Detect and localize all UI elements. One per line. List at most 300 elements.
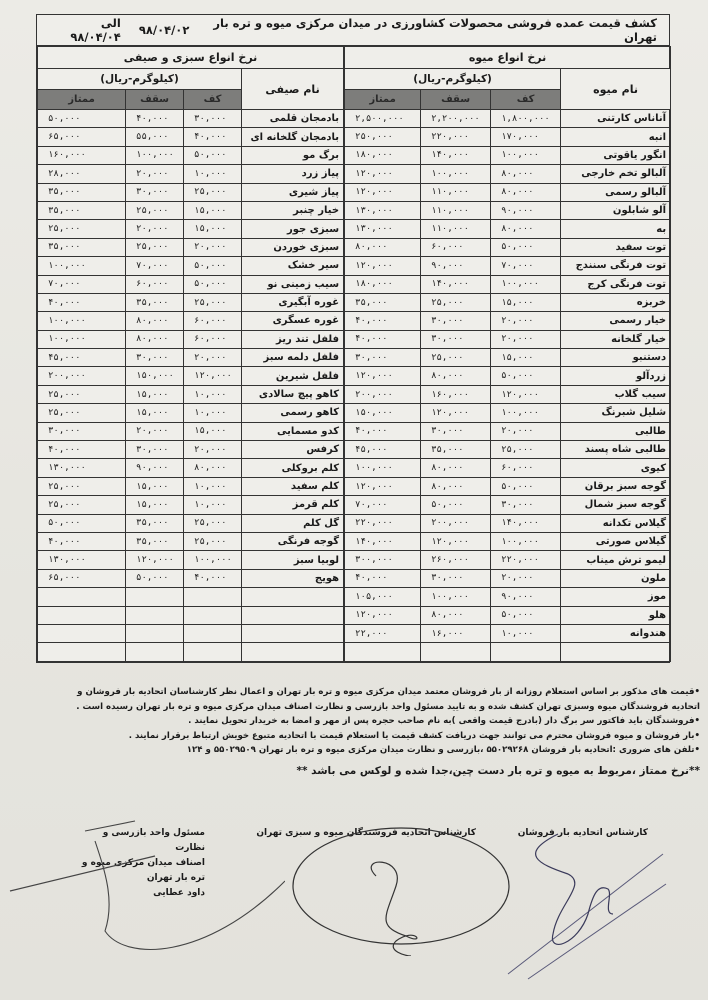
price-min: ۱۷۰,۰۰۰ <box>491 128 561 146</box>
signature-scribble-icon <box>498 814 668 984</box>
table-row <box>38 514 344 532</box>
signature-center <box>256 826 476 841</box>
signature-stroke-icon <box>5 811 285 961</box>
price-max: ۱۰۰,۰۰۰ <box>421 588 491 606</box>
price-max: ۸۰,۰۰۰ <box>126 330 184 348</box>
price-max: ۱۵,۰۰۰ <box>126 385 184 403</box>
price-min: ۲۰,۰۰۰ <box>184 238 242 256</box>
table-row <box>38 422 344 440</box>
price-max: ۱۱۰,۰۰۰ <box>421 220 491 238</box>
price-premium: ۲۲۰,۰۰۰ <box>345 514 421 532</box>
price-premium: ۲۰۰,۰۰۰ <box>345 385 421 403</box>
table-row <box>345 110 671 128</box>
price-min: ۹۰,۰۰۰ <box>491 201 561 219</box>
item-name: به <box>561 220 671 238</box>
price-premium <box>38 606 126 624</box>
item-name: آلو شابلون <box>561 201 671 219</box>
table-row <box>38 257 344 275</box>
price-max: ۴۰,۰۰۰ <box>126 110 184 128</box>
price-min: ۸۰,۰۰۰ <box>491 220 561 238</box>
price-premium: ۱۲۰,۰۰۰ <box>345 257 421 275</box>
price-max: ۵۰,۰۰۰ <box>126 569 184 587</box>
price-premium: ۱۰۰,۰۰۰ <box>345 459 421 477</box>
col-max: سقف <box>126 90 184 110</box>
price-min: ۱۲۰,۰۰۰ <box>184 367 242 385</box>
table-row <box>345 624 671 642</box>
price-min: ۱۵,۰۰۰ <box>184 422 242 440</box>
price-premium: ۱۸۰,۰۰۰ <box>345 146 421 164</box>
price-min <box>184 588 242 606</box>
table-row <box>345 477 671 495</box>
table-row <box>345 422 671 440</box>
date-to: الی ۹۸/۰۴/۰۴ <box>70 16 121 44</box>
price-min: ۵۰,۰۰۰ <box>184 146 242 164</box>
table-row <box>38 312 344 330</box>
price-max: ۸۰,۰۰۰ <box>126 312 184 330</box>
price-max <box>126 606 184 624</box>
price-min: ۱۰۰,۰۰۰ <box>491 146 561 164</box>
item-name: کدو مسمایی <box>242 422 344 440</box>
item-name: طالبی شاه پسند <box>561 441 671 459</box>
price-max: ۳۰,۰۰۰ <box>421 569 491 587</box>
price-premium: ۳۰,۰۰۰ <box>345 349 421 367</box>
item-name: زردآلو <box>561 367 671 385</box>
price-max: ۸۰,۰۰۰ <box>421 477 491 495</box>
price-max: ۱۱۰,۰۰۰ <box>421 183 491 201</box>
price-max: ۹۰,۰۰۰ <box>421 257 491 275</box>
price-premium: ۱۲۰,۰۰۰ <box>345 183 421 201</box>
table-row <box>38 643 344 661</box>
signature-left <box>75 826 205 901</box>
table-row <box>38 385 344 403</box>
price-min: ۴۰,۰۰۰ <box>184 128 242 146</box>
price-min: ۳۰,۰۰۰ <box>491 496 561 514</box>
vegetable-name-header: نام صیفی <box>242 69 344 110</box>
table-row <box>38 367 344 385</box>
item-name: سیر خشک <box>242 257 344 275</box>
vegetables-table <box>37 46 344 662</box>
price-min: ۱۴۰,۰۰۰ <box>491 514 561 532</box>
price-max: ۲۰۰,۰۰۰ <box>421 514 491 532</box>
table-row <box>345 588 671 606</box>
table-row <box>345 220 671 238</box>
price-min: ۲۰,۰۰۰ <box>491 330 561 348</box>
price-max: ۱۱۰,۰۰۰ <box>421 201 491 219</box>
table-row <box>345 330 671 348</box>
table-row <box>345 367 671 385</box>
table-row <box>38 238 344 256</box>
table-row <box>38 201 344 219</box>
price-premium: ۳۰۰,۰۰۰ <box>345 551 421 569</box>
item-name: فلفل دلمه سبز <box>242 349 344 367</box>
price-premium: ۶۵,۰۰۰ <box>38 128 126 146</box>
item-name <box>242 588 344 606</box>
price-max: ۱۲۰,۰۰۰ <box>126 551 184 569</box>
table-row <box>345 165 671 183</box>
item-name: لیمو ترش میناب <box>561 551 671 569</box>
table-row <box>345 349 671 367</box>
price-min: ۲۲۰,۰۰۰ <box>491 551 561 569</box>
item-name: سبزی خوردن <box>242 238 344 256</box>
price-max: ۳۰,۰۰۰ <box>421 330 491 348</box>
col-min: کف <box>491 90 561 110</box>
table-row <box>345 146 671 164</box>
price-premium: ۷۰,۰۰۰ <box>38 275 126 293</box>
signature-center-title: کارشناس اتحادیه فروشندگان میوه و سبزی تهران <box>256 828 476 838</box>
table-row <box>38 624 344 642</box>
price-premium <box>38 624 126 642</box>
price-min: ۵۰,۰۰۰ <box>491 367 561 385</box>
price-min: ۱۰,۰۰۰ <box>184 404 242 422</box>
item-name: انبه <box>561 128 671 146</box>
note-2: •فروشندگان باید فاکتور سر برگ دار (بادرج قیمت واقعی )به نام صاحب حجره پس از مهر و امضا به خریدار تحویل نمایند . <box>188 716 700 726</box>
price-premium: ۱۸۰,۰۰۰ <box>345 275 421 293</box>
table-row <box>38 459 344 477</box>
price-premium: ۳۵,۰۰۰ <box>38 238 126 256</box>
price-premium: ۱۰۵,۰۰۰ <box>345 588 421 606</box>
table-row <box>345 201 671 219</box>
price-min: ۱۲۰,۰۰۰ <box>491 385 561 403</box>
table-row <box>345 643 671 661</box>
price-max: ۸۰,۰۰۰ <box>421 606 491 624</box>
price-min: ۲۵,۰۰۰ <box>184 532 242 550</box>
signature-left-office: اصناف میدان مرکزی میوه و تره بار تهران <box>81 858 205 883</box>
item-name: توت فرنگی کرج <box>561 275 671 293</box>
signature-right-title: کارشناس اتحادیه بار فروشان <box>517 828 648 838</box>
price-max: ۲,۲۰۰,۰۰۰ <box>421 110 491 128</box>
price-max: ۱۶۰,۰۰۰ <box>421 385 491 403</box>
table-row <box>345 238 671 256</box>
price-min: ۱۰,۰۰۰ <box>491 624 561 642</box>
col-max: سقف <box>421 90 491 110</box>
price-min: ۱۵,۰۰۰ <box>184 201 242 219</box>
price-max: ۲۰,۰۰۰ <box>126 422 184 440</box>
price-max: ۲۵,۰۰۰ <box>126 201 184 219</box>
item-name: آلبالو رسمی <box>561 183 671 201</box>
item-name: کاهو پیچ سالادی <box>242 385 344 403</box>
price-max: ۳۵,۰۰۰ <box>421 441 491 459</box>
price-min <box>184 643 242 661</box>
price-max: ۲۵,۰۰۰ <box>421 349 491 367</box>
table-row <box>345 459 671 477</box>
price-premium: ۱۰۰,۰۰۰ <box>38 312 126 330</box>
price-max <box>421 643 491 661</box>
price-premium: ۴۰,۰۰۰ <box>345 312 421 330</box>
price-max: ۸۰,۰۰۰ <box>421 367 491 385</box>
col-premium: ممتاز <box>38 90 126 110</box>
item-name: گل کلم <box>242 514 344 532</box>
price-max: ۲۲۰,۰۰۰ <box>421 128 491 146</box>
table-row <box>38 146 344 164</box>
price-premium: ۴۰,۰۰۰ <box>38 441 126 459</box>
price-min: ۱۰۰,۰۰۰ <box>491 404 561 422</box>
vegetables-section-title: نرخ انواع سبزی و صیفی <box>38 47 344 69</box>
price-premium: ۱۳۰,۰۰۰ <box>345 220 421 238</box>
price-premium: ۱۴۰,۰۰۰ <box>345 532 421 550</box>
price-premium: ۳۰,۰۰۰ <box>38 422 126 440</box>
table-row <box>345 257 671 275</box>
item-name: شلیل شبرنگ <box>561 404 671 422</box>
signature-right <box>518 826 648 841</box>
price-premium <box>38 643 126 661</box>
item-name: توت سفید <box>561 238 671 256</box>
price-min: ۱۵,۰۰۰ <box>491 293 561 311</box>
item-name: غوره عسگری <box>242 312 344 330</box>
fruits-unit: (کیلوگرم-ریال) <box>345 69 561 90</box>
price-max: ۱۰۰,۰۰۰ <box>421 165 491 183</box>
item-name: سبزی جور <box>242 220 344 238</box>
price-min: ۵۰,۰۰۰ <box>491 477 561 495</box>
item-name: سیب گلاب <box>561 385 671 403</box>
table-row <box>38 110 344 128</box>
price-min: ۱۰۰,۰۰۰ <box>491 275 561 293</box>
fruits-section-title: نرخ انواع میوه <box>345 47 671 69</box>
price-max: ۶۰,۰۰۰ <box>421 238 491 256</box>
note-4: •تلفن های ضروری :اتحادیه بار فروشان ۵۵۰۲۹۲۶۸ ،بازرسی و نظارت میدان مرکزی میوه و تره بار تهران ۵۵۰۲۹۵۰۹ و ۱۲۴ <box>186 745 700 755</box>
price-premium: ۱۳۰,۰۰۰ <box>38 459 126 477</box>
table-row <box>345 385 671 403</box>
price-max: ۶۰,۰۰۰ <box>126 275 184 293</box>
fruits-table <box>344 46 671 662</box>
price-max: ۵۰,۰۰۰ <box>421 496 491 514</box>
item-name: کرفس <box>242 441 344 459</box>
price-max: ۲۰,۰۰۰ <box>126 220 184 238</box>
note-3: •بار فروشان و میوه فروشان محترم می توانند جهت دریافت کشف قیمت یا استعلام قیمت با اتحادیه متبوع خویش ارتباط برقرار نمایند . <box>128 730 700 741</box>
item-name: کیوی <box>561 459 671 477</box>
item-name: طالبی <box>561 422 671 440</box>
price-max: ۳۵,۰۰۰ <box>126 293 184 311</box>
item-name: آناناس کارتنی <box>561 110 671 128</box>
item-name: بادمجان قلمی <box>242 110 344 128</box>
table-row <box>38 606 344 624</box>
table-row <box>38 441 344 459</box>
price-premium: ۲۵,۰۰۰ <box>38 385 126 403</box>
price-max: ۱۵,۰۰۰ <box>126 496 184 514</box>
note-1: •قیمت های مذکور بر اساس استعلام روزانه از بار فروشان معتمد میدان مرکزی میوه و تره بار تهران و اعمال نظر کارشناسان اتحادیه بار فروشان و اتحادیه فروشندگان میوه وسبزی تهران کشف شده و به تایید مسئول واحد بازرسی و نظارت اصناف میدان مرکزی میوه و تره بار تهران رسیده است . <box>76 687 700 712</box>
table-row <box>38 165 344 183</box>
price-min: ۱۰,۰۰۰ <box>184 385 242 403</box>
table-row <box>345 404 671 422</box>
price-premium: ۱۲۰,۰۰۰ <box>345 165 421 183</box>
price-max: ۳۰,۰۰۰ <box>421 312 491 330</box>
title-text: کشف قیمت عمده فروشی محصولات کشاورزی در میدان مرکزی میوه و تره بار تهران <box>213 16 657 44</box>
table-row <box>345 606 671 624</box>
price-max: ۱۴۰,۰۰۰ <box>421 146 491 164</box>
table-row <box>345 551 671 569</box>
item-name: پیاز شیری <box>242 183 344 201</box>
table-row <box>345 569 671 587</box>
item-name: فلفل تند ریز <box>242 330 344 348</box>
document-title <box>37 15 669 46</box>
price-premium: ۳۵,۰۰۰ <box>38 201 126 219</box>
price-premium: ۴۰,۰۰۰ <box>345 422 421 440</box>
tables-container <box>37 46 669 662</box>
price-min <box>184 606 242 624</box>
table-row <box>38 404 344 422</box>
table-row <box>345 532 671 550</box>
item-name: برگ مو <box>242 146 344 164</box>
price-premium: ۱۳۰,۰۰۰ <box>38 551 126 569</box>
price-premium: ۵۰,۰۰۰ <box>38 514 126 532</box>
price-max: ۱۵۰,۰۰۰ <box>126 367 184 385</box>
item-name: کلم بروکلی <box>242 459 344 477</box>
price-min: ۶۰,۰۰۰ <box>491 459 561 477</box>
vegetables-unit: (کیلوگرم-ریال) <box>38 69 242 90</box>
price-max: ۱۵,۰۰۰ <box>126 477 184 495</box>
item-name: خیار رسمی <box>561 312 671 330</box>
price-premium <box>38 588 126 606</box>
table-row <box>345 275 671 293</box>
price-min: ۱۰۰,۰۰۰ <box>491 532 561 550</box>
price-premium: ۱۲۰,۰۰۰ <box>345 477 421 495</box>
date-from: ۹۸/۰۴/۰۲ <box>138 23 190 37</box>
price-premium: ۶۵,۰۰۰ <box>38 569 126 587</box>
item-name: توت فرنگی سنندج <box>561 257 671 275</box>
table-row <box>38 128 344 146</box>
price-premium: ۲۲,۰۰۰ <box>345 624 421 642</box>
item-name: گیلاس تکدانه <box>561 514 671 532</box>
price-premium: ۲۸,۰۰۰ <box>38 165 126 183</box>
item-name: غوره آبگیری <box>242 293 344 311</box>
price-premium: ۴۰,۰۰۰ <box>345 330 421 348</box>
price-premium: ۲۵۰,۰۰۰ <box>345 128 421 146</box>
price-min: ۶۰,۰۰۰ <box>184 312 242 330</box>
fruit-name-header: نام میوه <box>561 69 671 110</box>
price-max: ۲۵,۰۰۰ <box>126 238 184 256</box>
item-name: دستنبو <box>561 349 671 367</box>
price-min: ۹۰,۰۰۰ <box>491 588 561 606</box>
price-premium: ۳۵,۰۰۰ <box>38 183 126 201</box>
price-min: ۶۰,۰۰۰ <box>184 330 242 348</box>
price-max: ۱۰۰,۰۰۰ <box>126 146 184 164</box>
col-premium: ممتاز <box>345 90 421 110</box>
price-min: ۲۵,۰۰۰ <box>491 441 561 459</box>
price-min: ۲۵,۰۰۰ <box>184 293 242 311</box>
price-premium: ۷۰,۰۰۰ <box>345 496 421 514</box>
price-min: ۵۰,۰۰۰ <box>491 606 561 624</box>
price-min: ۸۰,۰۰۰ <box>491 183 561 201</box>
item-name: کاهو رسمی <box>242 404 344 422</box>
price-min: ۵۰,۰۰۰ <box>491 238 561 256</box>
price-premium: ۴۰,۰۰۰ <box>38 293 126 311</box>
footnotes <box>70 685 700 778</box>
price-min: ۱۰,۰۰۰ <box>184 165 242 183</box>
item-name: هلو <box>561 606 671 624</box>
item-name: هندوانه <box>561 624 671 642</box>
price-min: ۴۰,۰۰۰ <box>184 569 242 587</box>
table-row <box>38 293 344 311</box>
price-premium: ۵۰,۰۰۰ <box>38 110 126 128</box>
table-row <box>345 312 671 330</box>
price-min: ۱,۸۰۰,۰۰۰ <box>491 110 561 128</box>
col-min: کف <box>184 90 242 110</box>
price-premium: ۱۲۰,۰۰۰ <box>345 606 421 624</box>
price-max: ۷۰,۰۰۰ <box>126 257 184 275</box>
price-premium: ۸۰,۰۰۰ <box>345 238 421 256</box>
price-min: ۲۰,۰۰۰ <box>184 441 242 459</box>
price-premium: ۲۵,۰۰۰ <box>38 404 126 422</box>
item-name <box>242 643 344 661</box>
price-min: ۱۰۰,۰۰۰ <box>184 551 242 569</box>
price-max: ۳۵,۰۰۰ <box>126 532 184 550</box>
price-min: ۲۵,۰۰۰ <box>184 183 242 201</box>
item-name: لوبیا سبز <box>242 551 344 569</box>
price-max: ۳۰,۰۰۰ <box>421 422 491 440</box>
item-name: خیار گلخانه <box>561 330 671 348</box>
price-max: ۹۰,۰۰۰ <box>126 459 184 477</box>
price-min: ۸۰,۰۰۰ <box>184 459 242 477</box>
item-name: هویج <box>242 569 344 587</box>
table-row <box>345 293 671 311</box>
price-min: ۱۰,۰۰۰ <box>184 477 242 495</box>
item-name: سیب زمینی نو <box>242 275 344 293</box>
price-premium: ۲۵,۰۰۰ <box>38 220 126 238</box>
price-max: ۵۵,۰۰۰ <box>126 128 184 146</box>
price-premium: ۱۲۰,۰۰۰ <box>345 367 421 385</box>
price-premium: ۱۶۰,۰۰۰ <box>38 146 126 164</box>
price-max: ۲۰,۰۰۰ <box>126 165 184 183</box>
table-row <box>38 330 344 348</box>
price-premium: ۲۵,۰۰۰ <box>38 477 126 495</box>
price-max: ۱۶,۰۰۰ <box>421 624 491 642</box>
price-min: ۳۰,۰۰۰ <box>184 110 242 128</box>
price-min: ۲۰,۰۰۰ <box>184 349 242 367</box>
item-name: خربزه <box>561 293 671 311</box>
price-max: ۱۴۰,۰۰۰ <box>421 275 491 293</box>
price-max: ۸۰,۰۰۰ <box>421 459 491 477</box>
item-name: موز <box>561 588 671 606</box>
price-premium: ۴۵,۰۰۰ <box>345 441 421 459</box>
price-max: ۱۲۰,۰۰۰ <box>421 404 491 422</box>
price-premium: ۱۰۰,۰۰۰ <box>38 257 126 275</box>
price-sheet <box>36 14 670 663</box>
item-name: کلم سفید <box>242 477 344 495</box>
item-name: پیاز زرد <box>242 165 344 183</box>
table-row <box>38 275 344 293</box>
item-name: کلم قرمز <box>242 496 344 514</box>
table-row <box>345 514 671 532</box>
price-min: ۸۰,۰۰۰ <box>491 165 561 183</box>
item-name: گوجه سبز برقان <box>561 477 671 495</box>
table-row <box>38 477 344 495</box>
item-name: بادمجان گلخانه ای <box>242 128 344 146</box>
price-min: ۲۰,۰۰۰ <box>491 569 561 587</box>
price-max: ۳۰,۰۰۰ <box>126 349 184 367</box>
price-min <box>184 624 242 642</box>
table-row <box>38 551 344 569</box>
table-row <box>38 569 344 587</box>
signature-left-name: داود عطایی <box>153 888 205 898</box>
signature-left-title: مسئول واحد بازرسی و نظارت <box>102 828 205 853</box>
item-name: انگور یاقوتی <box>561 146 671 164</box>
table-row <box>38 183 344 201</box>
table-row <box>345 441 671 459</box>
item-name <box>242 624 344 642</box>
price-min: ۲۰,۰۰۰ <box>491 312 561 330</box>
item-name <box>242 606 344 624</box>
table-row <box>38 349 344 367</box>
price-premium: ۱۳۰,۰۰۰ <box>345 201 421 219</box>
price-premium: ۳۵,۰۰۰ <box>345 293 421 311</box>
price-min <box>491 643 561 661</box>
price-premium <box>345 643 421 661</box>
signature-loop-icon <box>286 816 516 956</box>
price-premium: ۱۵۰,۰۰۰ <box>345 404 421 422</box>
price-min: ۷۰,۰۰۰ <box>491 257 561 275</box>
price-max <box>126 588 184 606</box>
item-name: گیلاس صورتی <box>561 532 671 550</box>
price-max: ۳۰,۰۰۰ <box>126 183 184 201</box>
